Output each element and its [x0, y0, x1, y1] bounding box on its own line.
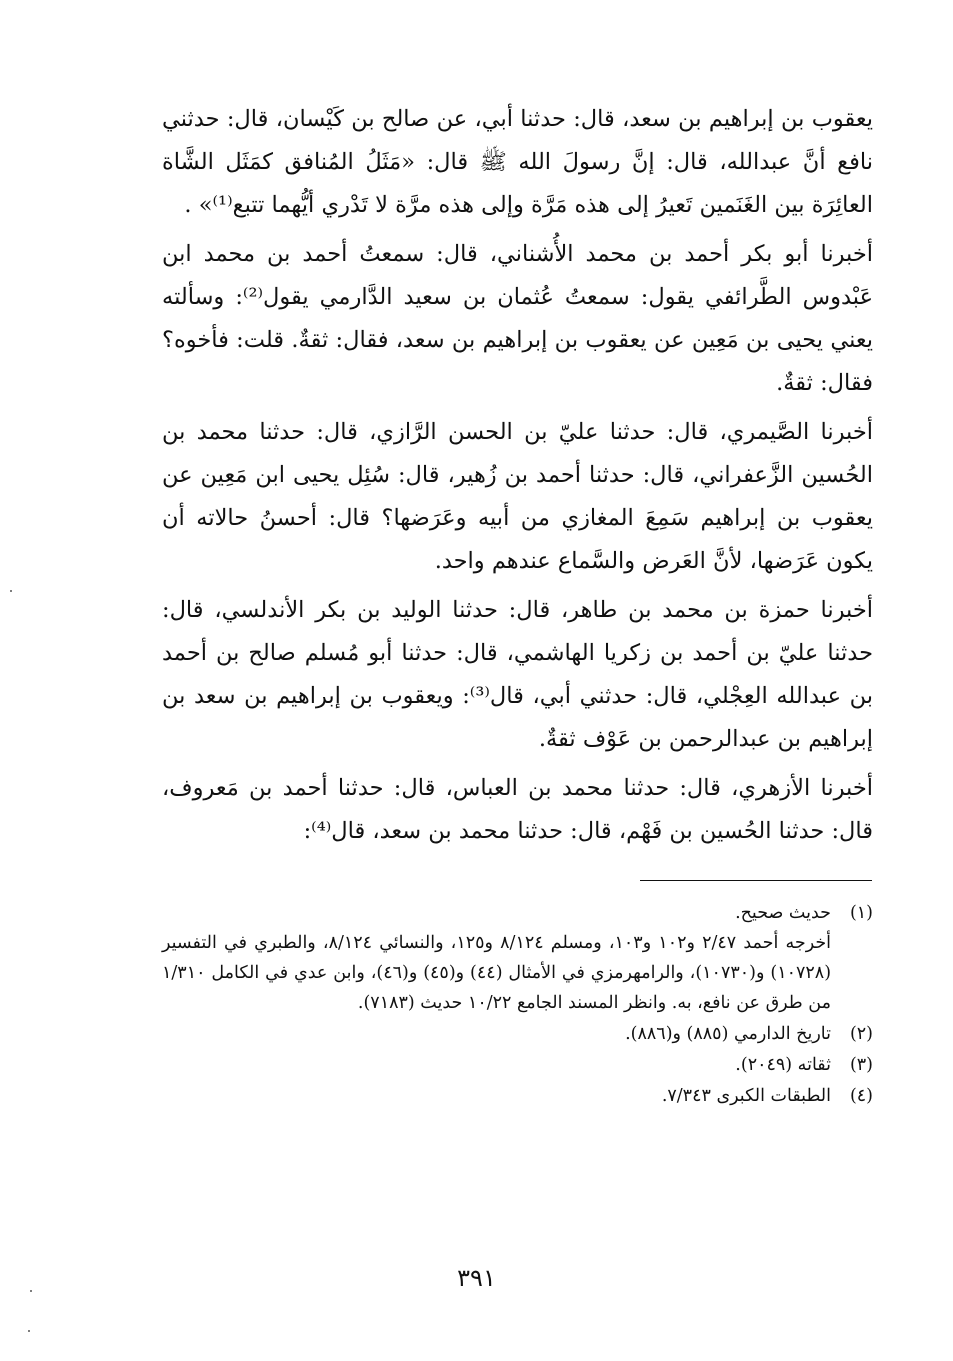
- footnotes: [162, 898, 873, 1112]
- footnote-3: [162, 1050, 873, 1080]
- footnote-line: تاريخ الدارمي (٨٨٥) و(٨٨٦).: [625, 1024, 831, 1044]
- footnote-1: [162, 898, 873, 1018]
- scan-speck: [10, 590, 12, 592]
- footnote-line: أخرجه أحمد ٢/٤٧ و١٠٢ و١٠٣، ومسلم ٨/١٢٤ و١٢٥، والنسائي ٨/١٢٤، والطبري في التفسير (١٠٧٢٨) و(١٠٧٣٠)، والرامهرمزي في الأمثال (٤٤) و(٤٥) و(٤٦)، وابن عدي في الكامل ١/٣١٠ من طرق عن نافع، به. وانظر المسند الجامع ١٠/٢٢ حديث (٧١٨٣).: [162, 933, 832, 1013]
- footnote-text: [162, 1050, 831, 1080]
- footnote-text: [162, 898, 831, 1018]
- footnote-number: (٣): [849, 1055, 873, 1075]
- paragraph-2: أخبرنا أبو بكر أحمد بن محمد الأُشناني، قال: سمعتُ أحمد بن محمد ابن عَبْدوس الطَّرائفي يقول: سمعتُ عُثمان بن سعيد الدَّارمي يقول⁽²⁾: وسألته يعني يحيى بن مَعِين عن يعقوب بن إبراهيم بن سعد، فقال: ثقةٌ. قلت: فأخوه؟ فقال: ثقةٌ.: [162, 241, 874, 396]
- paragraph-3: أخبرنا الصَّيمري، قال: حدثنا عليّ بن الحسن الرَّازي، قال: حدثنا محمد بن الحُسين الزَّعفراني، قال: حدثنا أحمد بن زُهير، قال: سُئِل يحيى ابن مَعِين عن يعقوب بن إبراهيم سَمِعَ المغازي من أبيه وعَرَضها؟ قال: أحسنُ حالاته أن يكون عَرَضها، لأنَّ العَرض والسَّماع عندهم واحد.: [162, 419, 873, 574]
- paragraph-1: يعقوب بن إبراهيم بن سعد، قال: حدثنا أبي، عن صالح بن كَيْسان، قال: حدثني نافع أنَّ عبدالله، قال: إنَّ رسولَ الله ﷺ قال: «مَثَلُ المُنافق كمَثَل الشَّاة العائِرَة بين الغَنَمين تَعيرُ إلى هذه مَرَّة وإلى هذه مرَّة لا تَدْري أيُّهما تتبع⁽¹⁾» .: [162, 106, 873, 218]
- footnote-number: (١): [849, 903, 873, 923]
- page-number: ٣٩١: [457, 1264, 496, 1292]
- footnote-line: الطبقات الكبرى ٧/٣٤٣.: [661, 1086, 831, 1106]
- paragraph-5: أخبرنا الأزهري، قال: حدثنا محمد بن العباس، قال: حدثنا أحمد بن مَعروف، قال: حدثنا الحُسين بن فَهْم، قال: حدثنا محمد بن سعد، قال⁽⁴⁾:: [162, 775, 873, 844]
- footnote-number: (٢): [849, 1024, 873, 1044]
- footnote-2: [162, 1019, 873, 1049]
- scan-speck: [30, 1290, 32, 1292]
- footnote-line: ثقاته (٢٠٤٩).: [735, 1055, 831, 1075]
- footnote-4: [162, 1081, 873, 1111]
- scan-speck: [28, 1330, 30, 1332]
- footnote-separator: [640, 880, 872, 881]
- footnote-line: حديث صحيح.: [735, 903, 831, 923]
- footnote-number: (٤): [849, 1086, 873, 1106]
- footnote-text: [162, 1081, 831, 1111]
- main-text: [162, 98, 873, 859]
- paragraph-4: أخبرنا حمزة بن محمد بن طاهر، قال: حدثنا الوليد بن بكر الأندلسي، قال: حدثنا عليّ بن أحمد بن زكريا الهاشمي، قال: حدثنا أبو مُسلم صالح بن أحمد بن عبدالله العِجْلي، قال: حدثني أبي، قال⁽³⁾: ويعقوب بن إبراهيم بن سعد بن إبراهيم بن عبدالرحمن بن عَوْف ثقةٌ.: [162, 597, 873, 752]
- footnote-text: [162, 1019, 831, 1049]
